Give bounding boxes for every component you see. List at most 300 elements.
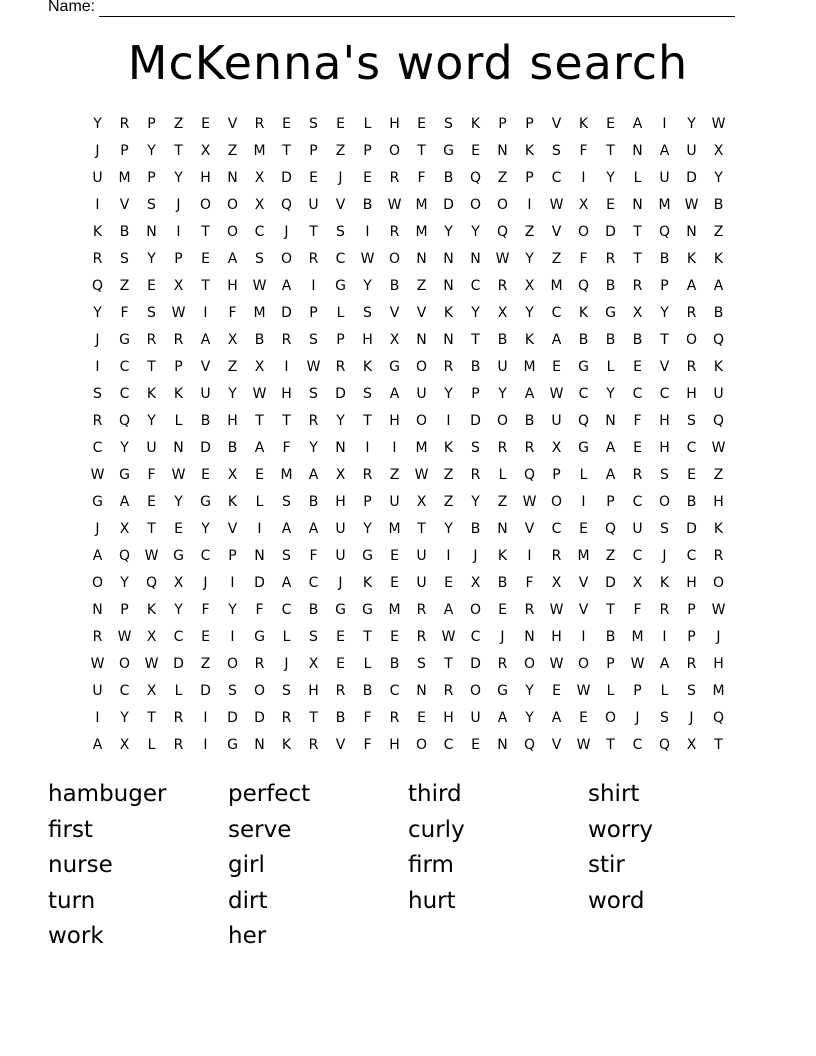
grid-letter: I — [662, 629, 667, 645]
grid-letter: S — [255, 251, 264, 267]
grid-letter: N — [416, 683, 427, 699]
grid-letter: Y — [174, 602, 183, 618]
grid-letter: M — [415, 440, 428, 456]
grid-row — [84, 651, 732, 678]
grid-letter: W — [630, 656, 645, 672]
grid-letter: E — [390, 575, 399, 591]
grid-letter: G — [119, 467, 130, 483]
grid-letter: Y — [471, 494, 480, 510]
grid-letter: E — [471, 737, 480, 753]
word-bank-item: turn — [48, 887, 96, 914]
grid-letter: F — [363, 737, 372, 753]
grid-letter: A — [119, 494, 130, 510]
grid-row — [84, 678, 732, 705]
grid-letter: A — [497, 710, 508, 726]
grid-letter: P — [336, 332, 345, 348]
grid-letter: R — [605, 251, 616, 267]
grid-letter: H — [686, 386, 697, 402]
grid-letter: A — [713, 278, 724, 294]
grid-letter: H — [443, 710, 454, 726]
grid-letter: O — [388, 251, 401, 267]
grid-letter: K — [713, 251, 724, 267]
grid-letter: O — [226, 197, 239, 213]
grid-letter: K — [578, 305, 589, 321]
grid-letter: Z — [713, 467, 724, 483]
grid-letter: Y — [444, 386, 453, 402]
grid-letter: I — [176, 224, 181, 240]
grid-letter: S — [309, 629, 318, 645]
grid-letter: E — [201, 116, 210, 132]
grid-letter: A — [524, 386, 535, 402]
grid-letter: G — [119, 332, 130, 348]
grid-letter: K — [362, 359, 373, 375]
grid-letter: Q — [712, 413, 725, 429]
grid-letter: X — [335, 467, 346, 483]
grid-letter: N — [632, 197, 643, 213]
grid-letter: A — [551, 710, 562, 726]
word-bank-item: girl — [228, 852, 265, 878]
grid-letter: O — [469, 683, 482, 699]
grid-letter: R — [308, 737, 319, 753]
grid-letter: R — [173, 737, 184, 753]
grid-letter: N — [605, 413, 616, 429]
grid-letter: T — [201, 278, 210, 294]
grid-letter: W — [144, 656, 159, 672]
grid-letter: K — [686, 251, 697, 267]
word-bank-item: firm — [408, 852, 454, 878]
grid-letter: W — [117, 629, 132, 645]
grid-letter: Y — [444, 521, 453, 537]
grid-letter: Z — [227, 143, 238, 159]
grid-letter: F — [309, 548, 318, 564]
grid-letter: U — [713, 386, 724, 402]
grid-letter: X — [254, 197, 265, 213]
grid-letter: Y — [525, 683, 534, 699]
grid-letter: I — [95, 197, 100, 213]
grid-letter: P — [606, 656, 615, 672]
grid-letter: P — [363, 494, 372, 510]
grid-letter: K — [713, 521, 724, 537]
grid-letter: Y — [228, 602, 237, 618]
grid-letter: R — [173, 710, 184, 726]
grid-letter: Q — [712, 710, 725, 726]
grid-letter: D — [605, 575, 616, 591]
grid-letter: T — [633, 251, 642, 267]
grid-letter: N — [254, 548, 265, 564]
grid-letter: X — [227, 332, 238, 348]
grid-letter: U — [389, 494, 400, 510]
grid-letter: P — [147, 170, 156, 186]
grid-letter: E — [417, 710, 426, 726]
grid-letter: Z — [605, 548, 616, 564]
grid-letter: N — [524, 629, 535, 645]
word-bank-item: work — [48, 923, 104, 949]
grid-letter: Y — [147, 413, 156, 429]
grid-letter: C — [308, 575, 319, 591]
grid-letter: P — [120, 143, 129, 159]
grid-letter: V — [551, 737, 562, 753]
grid-letter: P — [633, 683, 642, 699]
grid-letter: O — [577, 656, 590, 672]
grid-letter: H — [362, 332, 373, 348]
grid-letter: Y — [336, 413, 345, 429]
grid-letter: Q — [658, 224, 671, 240]
grid-letter: H — [200, 170, 211, 186]
grid-letter: C — [551, 170, 562, 186]
grid-letter: Q — [577, 413, 590, 429]
grid-letter: B — [362, 683, 373, 699]
grid-letter: N — [497, 737, 508, 753]
grid-row — [84, 597, 732, 624]
grid-letter: B — [470, 359, 481, 375]
grid-letter: L — [174, 683, 183, 699]
grid-letter: P — [147, 116, 156, 132]
grid-letter: O — [658, 494, 671, 510]
grid-letter: E — [633, 359, 642, 375]
grid-letter: P — [525, 170, 534, 186]
grid-letter: P — [687, 629, 696, 645]
grid-letter: C — [686, 440, 697, 456]
grid-letter: A — [389, 386, 400, 402]
grid-letter: D — [254, 710, 265, 726]
grid-letter: V — [200, 359, 211, 375]
grid-letter: T — [255, 413, 264, 429]
grid-letter: D — [281, 170, 292, 186]
grid-letter: B — [497, 575, 508, 591]
grid-letter: B — [308, 602, 319, 618]
grid-letter: Y — [498, 386, 507, 402]
grid-letter: W — [171, 305, 186, 321]
grid-letter: X — [146, 683, 157, 699]
grid-letter: O — [550, 494, 563, 510]
grid-letter: K — [443, 440, 454, 456]
grid-letter: T — [147, 359, 156, 375]
grid-letter: I — [392, 440, 397, 456]
grid-letter: K — [470, 116, 481, 132]
grid-letter: A — [227, 251, 238, 267]
grid-letter: T — [417, 143, 426, 159]
grid-letter: X — [497, 305, 508, 321]
grid-letter: P — [363, 143, 372, 159]
grid-letter: J — [500, 629, 505, 645]
grid-letter: P — [687, 602, 696, 618]
grid-letter: R — [416, 602, 427, 618]
grid-letter: Z — [497, 170, 508, 186]
grid-letter: N — [497, 143, 508, 159]
grid-letter: A — [659, 656, 670, 672]
grid-letter: F — [525, 575, 534, 591]
grid-letter: P — [174, 251, 183, 267]
grid-letter: R — [92, 251, 103, 267]
grid-letter: J — [284, 224, 289, 240]
grid-letter: U — [308, 197, 319, 213]
grid-letter: O — [415, 413, 428, 429]
grid-letter: U — [335, 521, 346, 537]
grid-letter: G — [389, 359, 400, 375]
grid-letter: N — [92, 602, 103, 618]
grid-letter: Z — [443, 494, 454, 510]
grid-row — [84, 165, 732, 192]
grid-letter: E — [444, 575, 453, 591]
grid-letter: H — [389, 116, 400, 132]
grid-letter: O — [577, 224, 590, 240]
grid-letter: X — [389, 332, 400, 348]
grid-letter: F — [633, 602, 642, 618]
grid-letter: H — [551, 629, 562, 645]
grid-letter: Y — [444, 224, 453, 240]
grid-letter: B — [200, 413, 211, 429]
grid-letter: C — [173, 629, 184, 645]
grid-letter: E — [606, 197, 615, 213]
grid-letter: T — [282, 143, 291, 159]
grid-letter: X — [227, 467, 238, 483]
grid-letter: P — [309, 143, 318, 159]
grid-letter: Z — [335, 143, 346, 159]
grid-letter: M — [280, 467, 293, 483]
grid-letter: B — [686, 494, 697, 510]
grid-letter: V — [335, 737, 346, 753]
grid-letter: O — [469, 197, 482, 213]
grid-letter: V — [227, 116, 238, 132]
grid-letter: C — [92, 440, 103, 456]
grid-letter: Q — [118, 548, 131, 564]
grid-letter: E — [336, 116, 345, 132]
grid-letter: S — [282, 494, 291, 510]
grid-letter: V — [389, 305, 400, 321]
word-bank-item: word — [588, 887, 645, 914]
word-bank-item: hurt — [408, 887, 456, 914]
grid-letter: P — [606, 494, 615, 510]
word-bank-item: nurse — [48, 852, 113, 878]
grid-letter: B — [605, 332, 616, 348]
grid-letter: D — [227, 710, 238, 726]
grid-letter: B — [389, 278, 400, 294]
grid-letter: Z — [443, 467, 454, 483]
grid-letter: S — [93, 386, 102, 402]
grid-letter: S — [120, 251, 129, 267]
grid-letter: S — [282, 548, 291, 564]
grid-letter: U — [632, 521, 643, 537]
grid-letter: O — [118, 656, 131, 672]
grid-letter: R — [281, 332, 292, 348]
grid-letter: T — [363, 629, 372, 645]
grid-letter: I — [527, 197, 532, 213]
word-bank-item: serve — [228, 816, 292, 843]
grid-letter: X — [524, 278, 535, 294]
grid-letter: R — [632, 278, 643, 294]
grid-letter: E — [552, 359, 561, 375]
grid-letter: R — [632, 467, 643, 483]
grid-letter: Z — [200, 656, 211, 672]
grid-row — [84, 543, 732, 570]
grid-letter: R — [686, 656, 697, 672]
grid-letter: P — [471, 386, 480, 402]
grid-letter: T — [606, 737, 615, 753]
grid-letter: A — [443, 602, 454, 618]
word-bank-item: first — [48, 816, 93, 843]
grid-letter: R — [254, 656, 265, 672]
grid-letter: C — [389, 683, 400, 699]
grid-letter: X — [551, 440, 562, 456]
word-bank-item: dirt — [228, 887, 268, 914]
grid-letter: C — [281, 602, 292, 618]
grid-letter: C — [632, 494, 643, 510]
grid-letter: T — [417, 521, 426, 537]
grid-letter: Q — [577, 278, 590, 294]
grid-letter: O — [415, 737, 428, 753]
grid-row — [84, 192, 732, 219]
grid-letter: Y — [606, 386, 615, 402]
word-bank-item: her — [228, 923, 267, 949]
grid-letter: C — [659, 386, 670, 402]
grid-letter: M — [577, 548, 590, 564]
grid-letter: E — [201, 467, 210, 483]
grid-letter: T — [147, 710, 156, 726]
grid-letter: J — [203, 575, 208, 591]
grid-letter: W — [711, 440, 726, 456]
grid-letter: G — [254, 629, 265, 645]
grid-letter: M — [550, 278, 563, 294]
grid-letter: R — [92, 629, 103, 645]
grid-letter: G — [335, 278, 346, 294]
grid-letter: L — [174, 413, 183, 429]
grid-letter: S — [363, 305, 372, 321]
grid-letter: Y — [363, 521, 372, 537]
grid-letter: D — [173, 656, 184, 672]
grid-letter: V — [578, 602, 589, 618]
grid-letter: V — [551, 224, 562, 240]
grid-letter: J — [176, 197, 181, 213]
grid-row — [84, 138, 732, 165]
grid-letter: T — [471, 332, 480, 348]
grid-letter: V — [578, 575, 589, 591]
grid-letter: I — [527, 548, 532, 564]
grid-letter: M — [712, 683, 725, 699]
grid-letter: O — [280, 251, 293, 267]
grid-letter: I — [581, 494, 586, 510]
grid-letter: R — [524, 440, 535, 456]
grid-letter: W — [684, 197, 699, 213]
grid-letter: C — [686, 548, 697, 564]
grid-letter: H — [389, 737, 400, 753]
grid-letter: N — [146, 224, 157, 240]
grid-letter: P — [120, 602, 129, 618]
grid-letter: C — [470, 629, 481, 645]
word-bank-item: third — [408, 781, 462, 807]
grid-letter: M — [253, 305, 266, 321]
grid-letter: T — [363, 413, 372, 429]
grid-letter: C — [470, 278, 481, 294]
grid-letter: R — [497, 440, 508, 456]
grid-letter: Y — [309, 440, 318, 456]
grid-row — [84, 489, 732, 516]
grid-letter: X — [713, 143, 724, 159]
grid-letter: H — [713, 656, 724, 672]
grid-letter: O — [91, 575, 104, 591]
grid-letter: O — [253, 683, 266, 699]
grid-letter: J — [95, 143, 100, 159]
grid-letter: Y — [120, 710, 129, 726]
grid-letter: L — [660, 683, 669, 699]
grid-letter: Q — [496, 224, 509, 240]
grid-letter: C — [335, 251, 346, 267]
grid-letter: C — [632, 548, 643, 564]
grid-letter: R — [308, 251, 319, 267]
grid-letter: C — [578, 386, 589, 402]
grid-letter: R — [497, 278, 508, 294]
grid-letter: G — [443, 143, 454, 159]
grid-letter: V — [524, 521, 535, 537]
grid-letter: B — [119, 224, 130, 240]
grid-letter: S — [309, 332, 318, 348]
grid-letter: R — [686, 359, 697, 375]
grid-letter: X — [632, 305, 643, 321]
grid-letter: O — [496, 197, 509, 213]
grid-letter: J — [284, 656, 289, 672]
grid-letter: U — [200, 386, 211, 402]
grid-letter: Y — [228, 386, 237, 402]
grid-letter: H — [659, 413, 670, 429]
grid-letter: I — [662, 116, 667, 132]
grid-letter: E — [417, 116, 426, 132]
grid-letter: G — [497, 683, 508, 699]
grid-letter: Y — [471, 305, 480, 321]
grid-letter: Y — [687, 116, 696, 132]
grid-letter: D — [254, 575, 265, 591]
grid-letter: E — [309, 170, 318, 186]
grid-letter: W — [171, 467, 186, 483]
grid-letter: E — [282, 116, 291, 132]
grid-letter: S — [660, 710, 669, 726]
grid-letter: M — [253, 143, 266, 159]
grid-letter: K — [146, 602, 157, 618]
grid-letter: Y — [147, 143, 156, 159]
grid-letter: I — [365, 224, 370, 240]
grid-letter: W — [549, 656, 564, 672]
page-title: McKenna's word search — [127, 36, 689, 90]
grid-letter: E — [579, 710, 588, 726]
grid-letter: Y — [93, 116, 102, 132]
grid-letter: M — [388, 521, 401, 537]
grid-letter: Z — [173, 116, 184, 132]
grid-letter: C — [551, 521, 562, 537]
grid-letter: V — [416, 305, 427, 321]
grid-letter: L — [606, 683, 615, 699]
grid-letter: W — [414, 467, 429, 483]
grid-letter: X — [119, 737, 130, 753]
grid-letter: H — [659, 440, 670, 456]
grid-letter: G — [605, 305, 616, 321]
grid-letter: N — [470, 251, 481, 267]
grid-letter: T — [633, 224, 642, 240]
grid-letter: P — [660, 278, 669, 294]
grid-letter: G — [335, 602, 346, 618]
grid-letter: Y — [714, 170, 723, 186]
grid-letter: A — [605, 440, 616, 456]
grid-letter: J — [338, 170, 343, 186]
grid-letter: K — [497, 548, 508, 564]
grid-letter: R — [389, 170, 400, 186]
grid-letter: T — [660, 332, 669, 348]
grid-letter: W — [441, 629, 456, 645]
grid-letter: Y — [147, 251, 156, 267]
grid-letter: Y — [525, 710, 534, 726]
grid-letter: H — [227, 278, 238, 294]
grid-letter: Z — [416, 278, 427, 294]
grid-letter: D — [686, 170, 697, 186]
grid-letter: Y — [471, 224, 480, 240]
grid-letter: H — [686, 575, 697, 591]
